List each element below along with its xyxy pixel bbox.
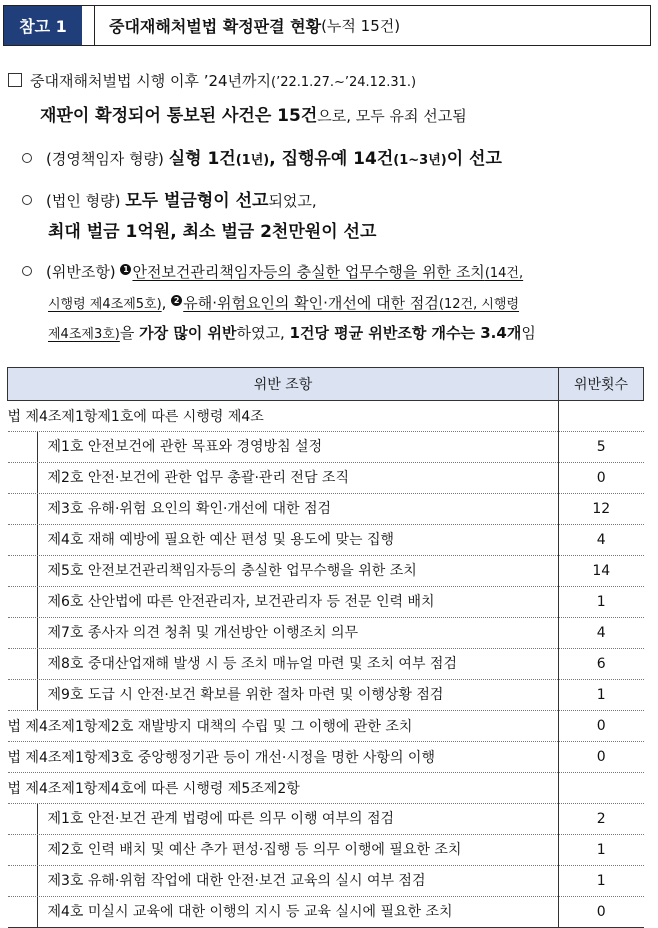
bullet1-bold2: , 집행유예 14건 [269,149,394,169]
row-label: 법 제4조제1항제1호에 따른 시행령 제4조 [8,401,559,432]
row-count: 1 [559,835,644,866]
bullet1-bold3: 이 선고 [446,149,502,169]
table-row [8,835,644,866]
row-label [8,804,559,835]
bullet1-small1: (1년) [235,153,270,168]
bullet-violation-line2 [48,292,519,313]
row-count: 6 [559,649,644,680]
row-label-text: 제5호 안전보건관리책임자등의 충실한 업무수행을 위한 조치 [37,556,559,586]
table-row [8,680,644,711]
number-marker-2: 2 [171,295,182,306]
bullet3-bold2: 1건당 평균 위반조항 개수는 3.4개 [289,324,522,342]
table-row [8,804,644,835]
bullet3-rest2: 하였고, [236,324,290,342]
table-row [8,556,644,587]
table-row [8,525,644,556]
row-label [8,618,559,649]
row-count: 1 [559,680,644,711]
row-count: 0 [559,711,644,742]
summary-bold: 재판이 확정되어 통보된 사건은 15건 [40,106,318,126]
row-label-text: 제4호 미실시 교육에 대한 이행의 지시 등 교육 실시에 필요한 조치 [37,897,559,927]
table-group-row [8,711,644,742]
row-label-text: 제2호 인력 배치 및 예산 추가 편성·집행 등 의무 이행에 필요한 조치 [37,835,559,865]
row-label-text: 제1호 안전·보건 관계 법령에 따른 의무 이행 여부의 점검 [37,804,559,834]
bullet3-underlined1-small2: 시행령 제4조제5호) [48,297,162,312]
bullet-violation-line3 [48,322,536,343]
circle-bullet-icon [22,153,32,163]
row-label-text: 제1호 안전보건에 관한 목표와 경영방침 설정 [37,432,559,462]
table-row [8,897,644,928]
circle-bullet-icon [22,195,32,205]
bullet3-underlined2-small: (12건, 시행령 [438,297,520,312]
row-count [559,401,644,432]
col-violation-item: 위반 조항 [8,368,559,401]
row-label: 법 제4조제1항제2호 재발방지 대책의 수립 및 그 이행에 관한 조치 [8,711,559,742]
row-label [8,556,559,587]
table-group-row [8,401,644,432]
table-row [8,649,644,680]
row-label [8,494,559,525]
bullet2-label: (법인 형량) [46,192,121,210]
row-count: 5 [559,432,644,463]
table-row [8,587,644,618]
title-main: 중대재해처벌법 확정판결 현황 [109,17,322,36]
row-label [8,680,559,711]
row-label [8,866,559,897]
page-title [94,5,651,46]
bullet2-rest1: 되었고, [268,192,317,210]
bullet3-underlined1: 안전보건관리책임자등의 충실한 업무수행을 위한 조치 [132,263,485,281]
row-count: 0 [559,897,644,928]
row-label-text: 제3호 유해·위험 작업에 대한 안전·보건 교육의 실시 여부 점검 [37,866,559,896]
table-group-row [8,773,644,804]
bullet-executive-sentence [22,144,502,169]
bullet3-underlined1-small: (14건, [484,266,524,281]
row-count: 12 [559,494,644,525]
row-label: 법 제4조제1항제4호에 따른 시행령 제5조제2항 [8,773,559,804]
row-label-text: 제8호 중대산업재해 발생 시 등 조치 매뉴얼 마련 및 조치 여부 점검 [37,649,559,679]
reference-tag: 참고 1 [4,6,82,45]
row-count: 4 [559,525,644,556]
row-label [8,587,559,618]
bullet3-label: (위반조항) [46,263,116,281]
table-row [8,432,644,463]
header-box [3,5,651,46]
title-count: (누적 15건) [321,17,401,35]
table-row [8,618,644,649]
summary-text-1: 중대재해처벌법 시행 이후 ’24년까지 [30,72,272,90]
row-count: 0 [559,463,644,494]
row-count: 4 [559,618,644,649]
row-label [8,897,559,928]
table-row [8,494,644,525]
bullet3-underlined2: 유해·위험요인의 확인·개선에 대한 점검 [183,294,439,312]
bullet1-small2: (1~3년) [393,153,447,168]
bullet3-comma: , [161,294,167,312]
table-group-row [8,742,644,773]
row-label [8,525,559,556]
number-marker-1: 1 [120,264,131,275]
row-label-text: 제3호 유해·위험 요인의 확인·개선에 대한 점검 [37,494,559,524]
row-label-text: 제7호 종사자 의견 청취 및 개선방안 이행조치 의무 [37,618,559,648]
row-label-text: 제4호 재해 예방에 필요한 예산 편성 및 용도에 맞는 집행 [37,525,559,555]
summary-rest: 으로, 모두 유죄 선고됨 [317,107,467,125]
bullet3-rest1: 을 [119,324,140,342]
row-count: 0 [559,742,644,773]
summary-line-1 [8,70,416,91]
bullet1-bold1: 실형 1건 [168,149,236,169]
bullet-corporate-line2 [48,217,376,242]
row-label-text: 제9호 도급 시 안전·보건 확보를 위한 절차 마련 및 이행상황 점검 [37,680,559,710]
violation-table [7,367,644,928]
circle-bullet-icon [22,266,32,276]
row-count: 2 [559,804,644,835]
table-row [8,866,644,897]
bullet1-label: (경영책임자 형량) [46,150,164,168]
bullet2-line2: 최대 벌금 1억원, 최소 벌금 2천만원이 선고 [48,222,377,242]
table-header-row [8,368,644,401]
table-body [8,401,644,928]
row-count: 1 [559,587,644,618]
bullet3-bold1: 가장 많이 위반 [139,324,237,342]
row-label [8,463,559,494]
square-bullet-icon [8,73,22,87]
bullet-corporate-sentence [22,186,317,211]
row-count: 14 [559,556,644,587]
bullet3-underlined2-small2: 제4조제3호) [48,327,120,342]
table-row [8,463,644,494]
row-label-text: 제6호 산안법에 따른 안전관리자, 보건관리자 등 전문 인력 배치 [37,587,559,617]
row-label-text: 제2호 안전·보건에 관한 업무 총괄·관리 전담 조직 [37,463,559,493]
summary-period: (’22.1.27.~’24.12.31.) [271,75,417,90]
row-label: 법 제4조제1항제3호 중앙행정기관 등이 개선·시정을 명한 사항의 이행 [8,742,559,773]
row-label [8,835,559,866]
bullet3-rest3: 임 [521,324,536,342]
bullet-violation-line1 [22,261,523,282]
col-violation-count: 위반횟수 [559,368,644,401]
bullet2-bold1: 모두 벌금형이 선고 [125,191,269,211]
row-label [8,649,559,680]
row-count: 1 [559,866,644,897]
summary-line-2 [40,101,467,126]
row-label [8,432,559,463]
row-count [559,773,644,804]
